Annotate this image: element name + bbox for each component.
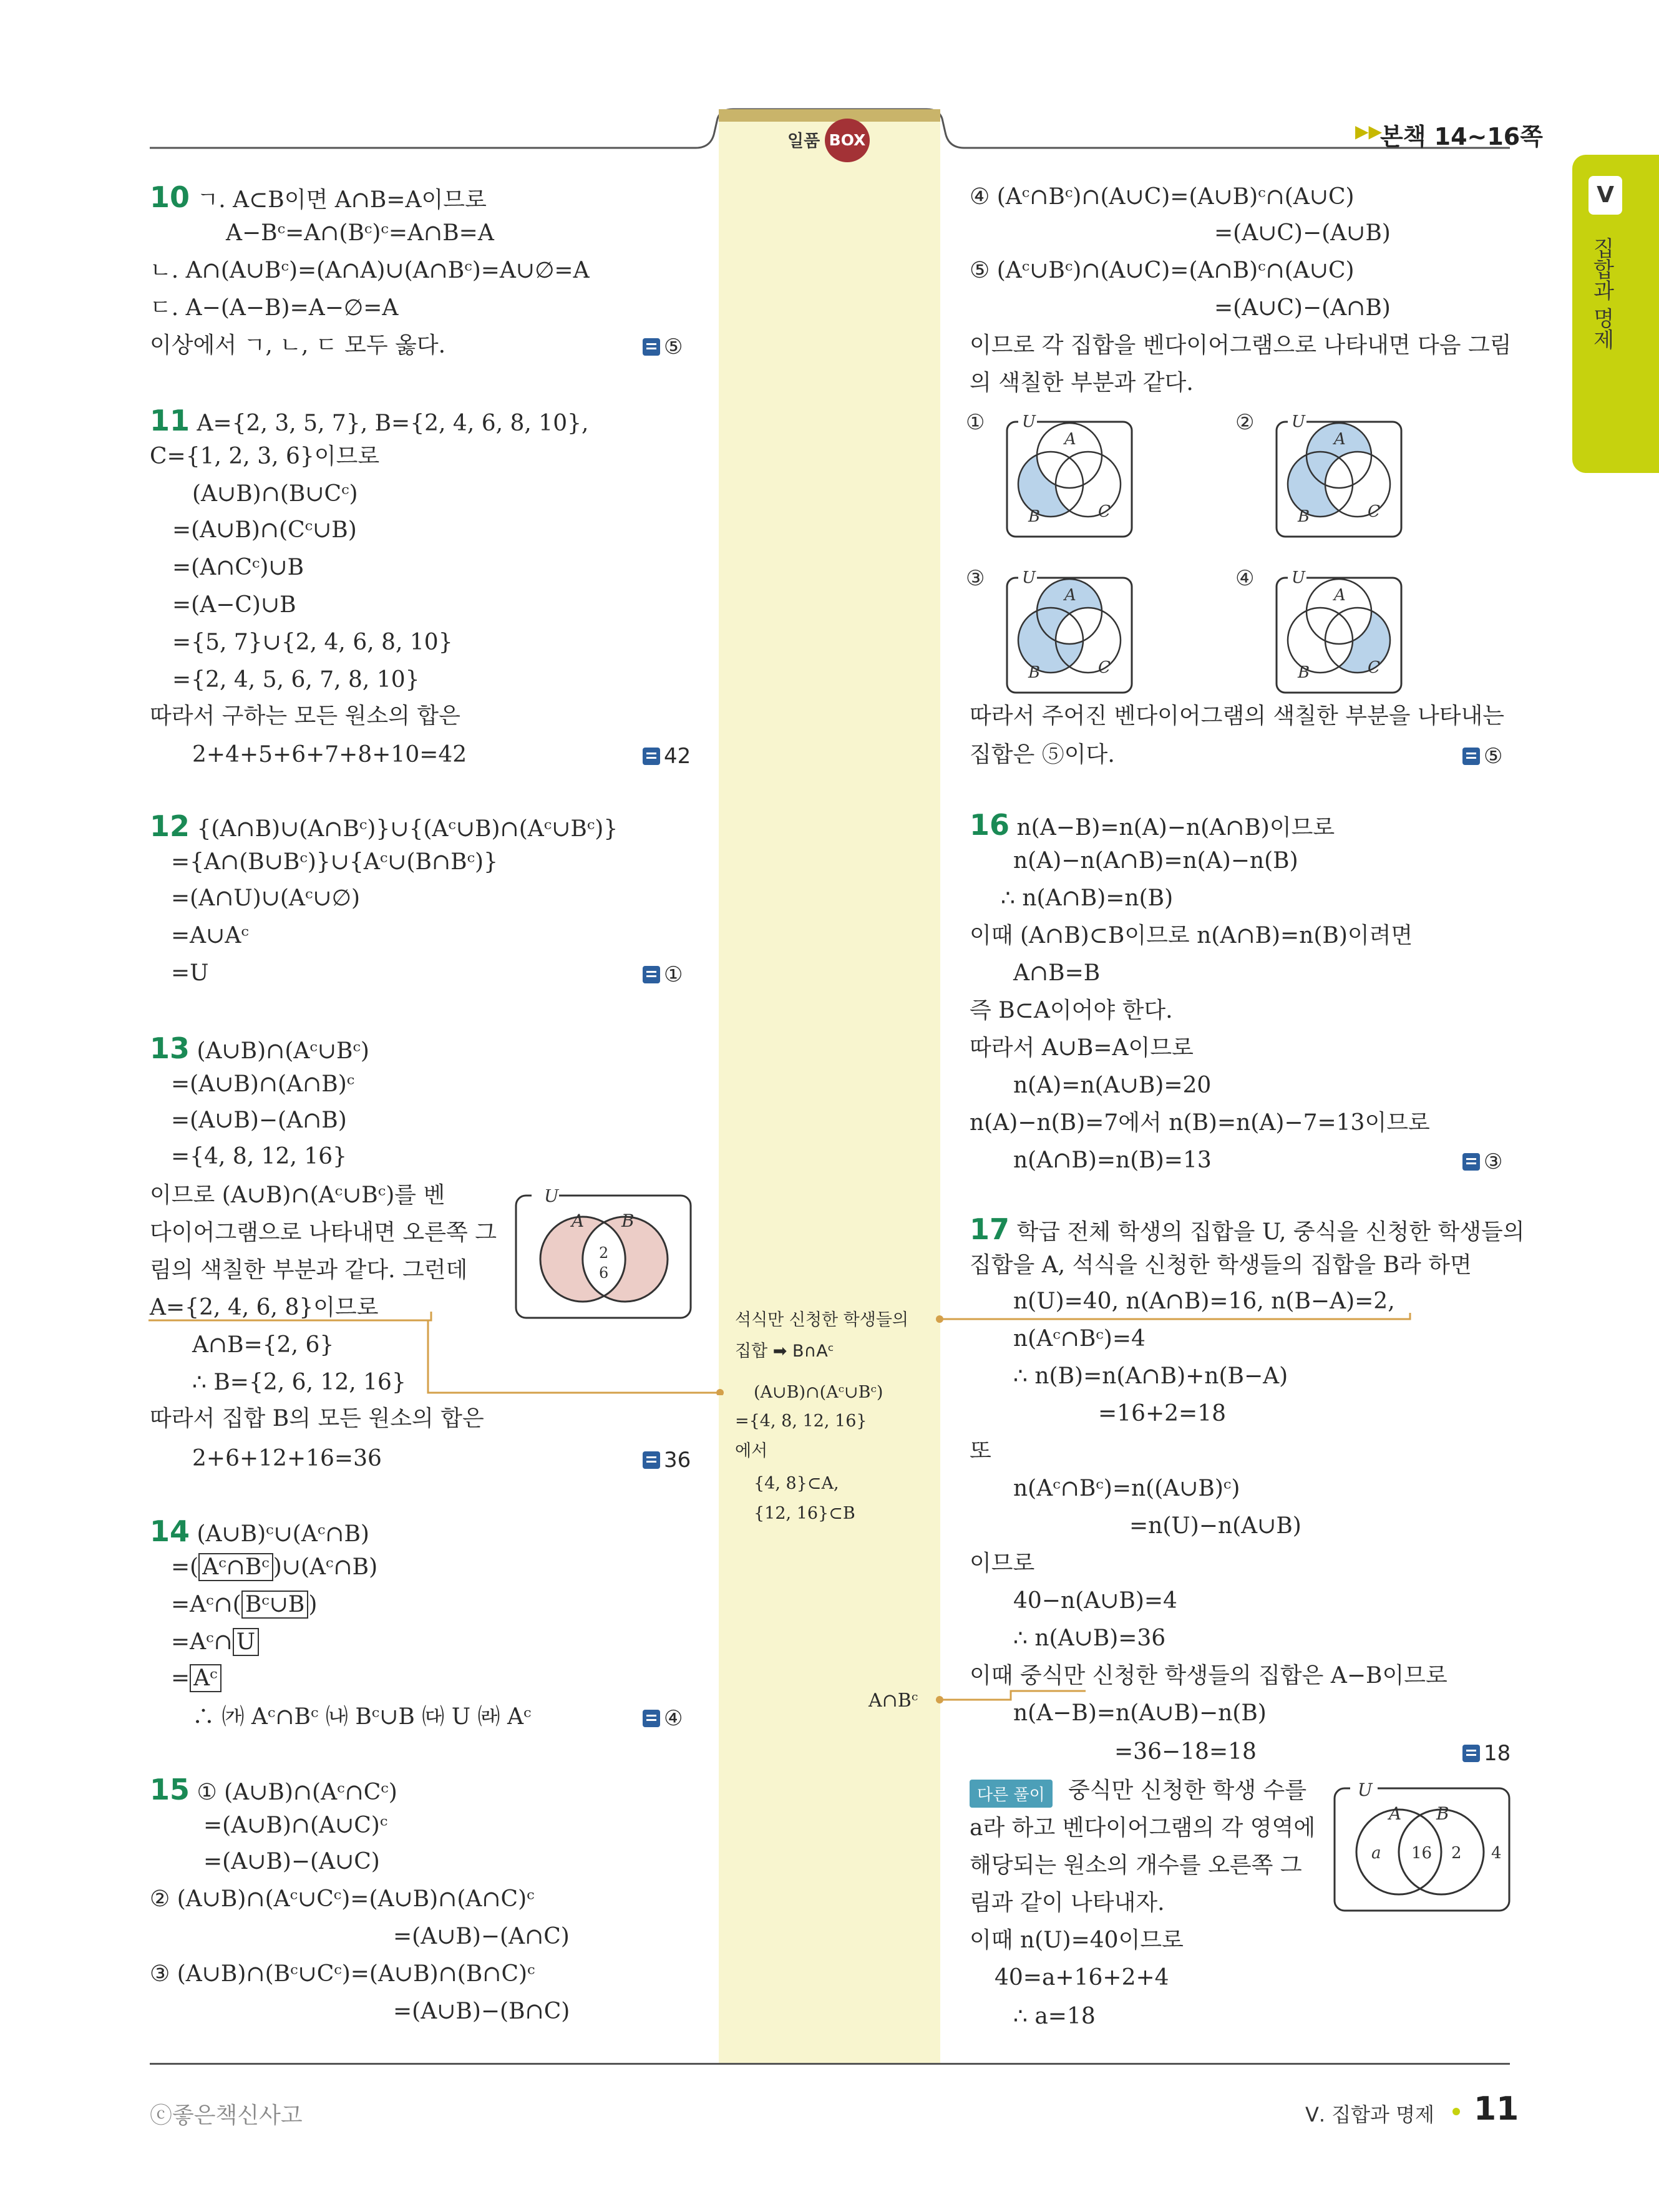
p15-line: =(A∪B)−(A∪C) [203,1849,380,1874]
svg-text:B: B [1028,507,1041,526]
p16-line: n(A)−n(B)=7에서 n(B)=n(A)−7=13이므로 [970,1110,1430,1136]
p13-line: 따라서 집합 B의 모든 원소의 합은 [150,1406,484,1431]
p17-line: 또 [970,1438,991,1464]
venn-label-4: ④ [1235,566,1255,591]
p13-line: 림의 색칠한 부분과 같다. 그런데 [150,1257,468,1283]
p11-number: 11 [150,404,190,437]
p14-line: ∴ ㈎ Aᶜ∩Bᶜ ㈏ Bᶜ∪B ㈐ U ㈑ Aᶜ [192,1704,532,1730]
p14-line: =Aᶜ∩ U [171,1630,259,1655]
p16-line: 16 n(A−B)=n(A)−n(A∩B)이므로 [970,808,1335,842]
p13-line: A={2, 4, 6, 8}이므로 [150,1295,379,1320]
svg-text:U: U [1022,412,1036,431]
p10-line: 10 ㄱ. A⊂B이면 A∩B=A이므로 [150,180,487,214]
p13-number: 13 [150,1031,190,1065]
p11-line: ={2, 4, 5, 6, 7, 8, 10} [172,667,420,693]
p11-line: =(A∩Cᶜ)∪B [172,555,304,580]
p14-line: 14 (A∪B)ᶜ∪(Aᶜ∩B) [150,1514,369,1548]
p13-venn-n2: 6 [599,1264,609,1282]
svg-text:C: C [1368,502,1380,521]
p16-line: ∴ n(A∩B)=n(B) [1001,885,1174,911]
venn-label-1: ① [966,410,985,435]
p17-line: ∴ n(A∪B)=36 [1013,1625,1166,1651]
p11-line: 11 A={2, 3, 5, 7}, B={2, 4, 6, 8, 10}, [150,404,589,437]
header-box-badge: BOX [825,119,870,162]
svg-text:2: 2 [1451,1844,1462,1863]
p15b-line: 의 색칠한 부분과 같다. [970,370,1194,396]
middle-note-1: 석식만 신청한 학생들의 [735,1310,908,1330]
side-tab-title: 집합과 명제 [1589,237,1614,350]
p13-venn-B: B [621,1211,635,1231]
svg-text:B: B [1436,1803,1449,1824]
p16-line: 이때 (A∩B)⊂B이므로 n(A∩B)=n(B)이려면 [970,923,1413,948]
p15b-line: 이므로 각 집합을 벤다이어그램으로 나타내면 다음 그림 [970,333,1512,358]
p13-line: 이므로 (A∪B)∩(Aᶜ∪Bᶜ)를 벤 [150,1182,445,1208]
p10-number: 10 [150,180,190,214]
p13-line: 2+6+12+16=36 [192,1446,382,1471]
p11-line: 따라서 구하는 모든 원소의 합은 [150,703,460,729]
p16-answer: ③ [1462,1149,1502,1174]
p15b-line: =(A∪C)−(A∩B) [1214,295,1391,321]
side-tab-roman: V [1588,176,1622,215]
p17-line: n(Aᶜ∩Bᶜ)=n((A∪B)ᶜ) [1013,1476,1240,1501]
svg-text:A: A [1334,586,1346,605]
p17-line: ∴ n(B)=n(A∩B)+n(B−A) [1013,1363,1288,1389]
p11-line: =(A−C)∪B [172,592,296,618]
p11-line: ={5, 7}∪{2, 4, 6, 8, 10} [172,630,453,655]
p11-answer: 42 [643,744,691,769]
p11-line: (A∪B)∩(B∪Cᶜ) [192,481,358,507]
p17-line: 17 학급 전체 학생의 집합을 U, 중식을 신청한 학생들의 [970,1212,1525,1246]
p16-line: 따라서 A∪B=A이므로 [970,1035,1194,1061]
venn-1 [1007,412,1132,537]
svg-text:a: a [1371,1844,1381,1863]
svg-text:B: B [1028,663,1041,682]
p17-line: 이므로 [970,1551,1035,1576]
p13-line: =(A∪B)∩(A∩B)ᶜ [171,1071,355,1097]
p12-line: =(A∩U)∪(Aᶜ∪∅) [171,885,360,911]
svg-text:C: C [1098,502,1111,521]
p15-number: 15 [150,1773,190,1806]
venn-4 [1277,568,1401,693]
p15-venn-grid [966,406,1515,705]
p15-line: =(A∪B)−(B∩C) [393,1999,570,2024]
p13-venn-diagram [514,1189,695,1320]
p13-line: 다이어그램으로 나타내면 오른쪽 그 [150,1220,497,1245]
p10-line: A−Bᶜ=A∩(Bᶜ)ᶜ=A∩B=A [226,220,494,246]
alt-line: 해당되는 원소의 개수를 오른쪽 그 [970,1853,1302,1878]
p16-line: A∩B=B [1013,960,1101,986]
alt-line: 40=a+16+2+4 [995,1965,1169,1990]
svg-text:U: U [1292,568,1305,587]
footer-dot [1452,2108,1460,2115]
p12-number: 12 [150,809,190,843]
p13-line: ={4, 8, 12, 16} [171,1144,348,1169]
svg-text:4: 4 [1491,1844,1502,1863]
page-ref: 본책 14~16쪽 [1380,123,1543,150]
p12-line: 12 {(A∩B)∪(A∩Bᶜ)}∪{(Aᶜ∪B)∩(Aᶜ∪Bᶜ)} [150,809,618,843]
p14-answer: ④ [643,1706,683,1731]
venn-label-2: ② [1235,410,1255,435]
p15-line: 15 ① (A∪B)∩(Aᶜ∩Cᶜ) [150,1773,397,1806]
middle-note-3: A∩Bᶜ [868,1690,918,1712]
alt-line: ∴ a=18 [1013,2004,1096,2029]
footer-chapter: Ⅴ. 집합과 명제 [1305,2103,1434,2127]
middle-note-2: {12, 16}⊂B [754,1504,855,1523]
p15b-line: ④ (Aᶜ∩Bᶜ)∩(A∪C)=(A∪B)ᶜ∩(A∪C) [970,184,1355,210]
alt-line: a라 하고 벤다이어그램의 각 영역에 [970,1815,1316,1841]
p12-answer: ① [643,962,683,987]
venn-3 [1007,568,1132,693]
p14-line: =( Aᶜ∩Bᶜ )∪(Aᶜ∩B) [171,1554,378,1580]
p16-number: 16 [970,808,1010,842]
p10-answer: ⑤ [643,334,683,359]
footer-rule [150,2063,1510,2065]
p15-line: ③ (A∪B)∩(Bᶜ∪Cᶜ)=(A∪B)∩(B∩C)ᶜ [150,1961,535,1987]
svg-text:B: B [1298,507,1310,526]
p17-line: n(A−B)=n(A∪B)−n(B) [1013,1700,1267,1726]
p13-venn-U: U [544,1189,559,1206]
p13-line: 13 (A∪B)∩(Aᶜ∪Bᶜ) [150,1031,369,1065]
p15b-line: 집합은 ⑤이다. [970,742,1115,767]
p11-line: C={1, 2, 3, 6}이므로 [150,444,380,469]
middle-note-2: (A∪B)∩(Aᶜ∪Bᶜ) [754,1383,883,1402]
p15b-line: 따라서 주어진 벤다이어그램의 색칠한 부분을 나타내는 [970,703,1505,729]
p11-line: =(A∪B)∩(Cᶜ∪B) [172,517,357,543]
p12-line: ={A∩(B∪Bᶜ)}∪{Aᶜ∪(B∩Bᶜ)} [171,849,498,875]
svg-text:B: B [1298,663,1310,682]
p10-line: ㄷ. A−(A−B)=A−∅=A [150,295,399,321]
p16-line: n(A)−n(A∩B)=n(A)−n(B) [1013,848,1298,874]
p17-line: 40−n(A∪B)=4 [1013,1588,1177,1614]
header-center-label: 일품 [787,132,820,151]
p14-line: =Aᶜ∩( Bᶜ∪B ) [171,1592,318,1617]
svg-text:U: U [1022,568,1036,587]
alt-solution-label: 다른 풀이 [970,1780,1053,1808]
middle-note-2: ={4, 8, 12, 16} [735,1411,867,1431]
page-number: 11 [1474,2090,1519,2128]
svg-text:C: C [1368,658,1380,677]
p17-line: n(U)=40, n(A∩B)=16, n(B−A)=2, [1013,1289,1395,1314]
p13-answer: 36 [643,1448,691,1473]
page-ref-arrow-icon: ▶▶ [1355,121,1383,142]
venn-2 [1277,412,1401,537]
p15-line: ② (A∪B)∩(Aᶜ∪Cᶜ)=(A∪B)∩(A∩C)ᶜ [150,1886,535,1912]
svg-text:A: A [1064,586,1076,605]
p15-line: =(A∪B)−(A∩C) [393,1924,570,1949]
venn-label-3: ③ [966,566,985,591]
p13-venn-A: A [572,1211,585,1231]
alt-line: 중식만 신청한 학생 수를 [1068,1778,1307,1803]
p17-line: n(Aᶜ∩Bᶜ)=4 [1013,1326,1146,1352]
p15-line: =(A∪B)∩(A∪C)ᶜ [203,1813,388,1838]
p14-line: = Aᶜ [171,1666,221,1691]
middle-note-1b: 집합 ➡ B∩Aᶜ [735,1342,834,1361]
p17-line: =36−18=18 [1114,1739,1257,1765]
middle-strip [719,116,940,2063]
p13-venn-n1: 2 [599,1244,609,1262]
middle-note-2: 에서 [735,1441,768,1461]
footer-copyright: ⓒ좋은책신사고 [150,2103,303,2128]
middle-note-2: {4, 8}⊂A, [754,1474,839,1493]
p17-answer: 18 [1462,1741,1511,1766]
p10-line: ㄴ. A∩(A∪Bᶜ)=(A∩A)∪(A∩Bᶜ)=A∪∅=A [150,258,590,283]
alt-line: 이때 n(U)=40이므로 [970,1927,1184,1953]
alt-line: 림과 같이 나타내자. [970,1890,1165,1916]
p10-line: 이상에서 ㄱ, ㄴ, ㄷ 모두 옳다. [150,333,446,358]
p13-line: =(A∪B)−(A∩B) [171,1108,347,1133]
svg-text:A: A [1334,430,1346,449]
p14-number: 14 [150,1514,190,1548]
p17-line: =16+2=18 [1098,1401,1227,1426]
p17-number: 17 [970,1212,1010,1246]
p15b-line: =(A∪C)−(A∪B) [1214,220,1391,246]
p16-line: n(A∩B)=n(B)=13 [1013,1147,1212,1173]
p15-answer: ⑤ [1462,744,1502,769]
p13-line: A∩B={2, 6} [192,1332,334,1358]
p17-line: 이때 중식만 신청한 학생들의 집합은 A−B이므로 [970,1663,1447,1688]
p17-venn-diagram [1333,1782,1514,1913]
svg-text:A: A [1064,430,1076,449]
p13-line: ∴ B={2, 6, 12, 16} [192,1370,406,1395]
svg-text:U: U [1358,1782,1373,1800]
svg-text:C: C [1098,658,1111,677]
p16-line: 즉 B⊂A이어야 한다. [970,998,1173,1023]
p17-line: =n(U)−n(A∪B) [1129,1513,1301,1539]
svg-text:U: U [1292,412,1305,431]
p11-line: 2+4+5+6+7+8+10=42 [192,742,467,767]
svg-text:16: 16 [1411,1844,1433,1863]
svg-text:A: A [1389,1803,1402,1824]
p12-line: =A∪Aᶜ [171,923,249,948]
p17-line: 집합을 A, 석식을 신청한 학생들의 집합을 B라 하면 [970,1252,1472,1278]
p15b-line: ⑤ (Aᶜ∪Bᶜ)∩(A∪C)=(A∩B)ᶜ∩(A∪C) [970,258,1355,283]
p12-line: =U [171,960,209,986]
p16-line: n(A)=n(A∪B)=20 [1013,1073,1212,1098]
